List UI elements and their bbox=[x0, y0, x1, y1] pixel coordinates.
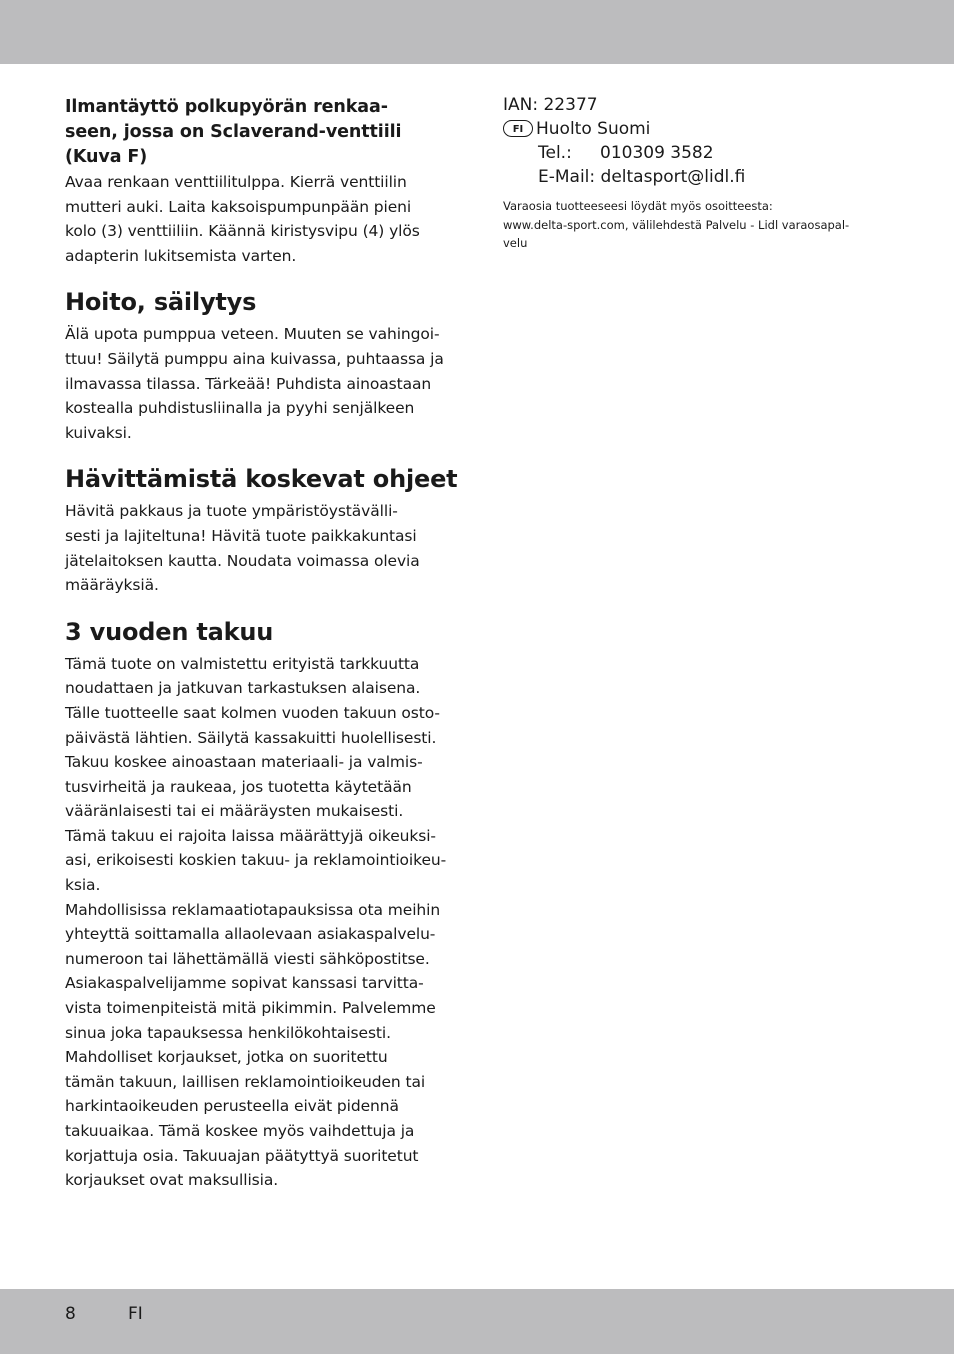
warranty-text: Tämä tuote on valmistettu erityistä tarkkuutta noudattaen ja jatkuvan tarkastuksen alaisena. Tälle tuotteelle saat kolmen vuoden takuun osto- päivästä lähtien. Säilytä kassakuitti huolellisesti. Takuu koskee ainoastaan materiaali- ja valmis- tusvirheitä ja raukeaa, jos tuotetta käytetään vääränlaisesti tai ei määräysten mukaisesti. Tämä takuu ei rajoita laissa määrättyjä oikeuksi- asi, erikoisesti koskien takuu- ja reklamointioikeu- ksia. Mahdollisissa reklamaatiotapauksissa ota meihin yhteyttä soittamalla allaolevaan asiakaspalvelu- numeroon tai lähettämällä viesti sähköpostitse. Asiakaspalvelijamme sopivat kanssasi tarvitta- vista toimenpiteistä mitä pikimmin. Palvelemme sinua joka tapauksessa henkilökohtaisesti. Mahdolliset korjaukset, jotka on suoritettu tämän takuun, laillisen reklamointioikeuden tai harkintaoikeuden perusteella eivät pidennä takuuaikaa. Tämä koskee myös vaihdettuja ja korjattuja osia. Takuuajan päätyttyä suoritetut korjaukset ovat maksullisia. bbox=[65, 654, 447, 1190]
email-label: E-Mail: bbox=[538, 167, 596, 187]
spare-parts-note: Varaosia tuotteeseesi löydät myös osoitteesta: www.delta-sport.com, välilehdestä Palvelu - Lidl varaosapal- velu bbox=[503, 199, 850, 250]
disposal-heading: Hävittämistä koskevat ohjeet bbox=[65, 465, 458, 494]
footer-bar bbox=[0, 1289, 954, 1354]
service-name: Huolto Suomi bbox=[536, 119, 651, 139]
care-heading: Hoito, säilytys bbox=[65, 288, 257, 317]
phone-line bbox=[503, 141, 893, 165]
email-line bbox=[503, 165, 893, 189]
phone-label: Tel.: bbox=[538, 143, 572, 163]
warranty-heading: 3 vuoden takuu bbox=[65, 617, 274, 646]
inflate-text: Avaa renkaan venttiilitulppa. Kierrä venttiilin mutteri auki. Laita kaksoispumpunpään pieni kolo (3) venttiiliin. Käännä kiristysvipu (4) ylös adapterin lukitsemista varten. bbox=[65, 173, 420, 265]
right-column bbox=[503, 93, 893, 253]
care-text: Älä upota pumppua veteen. Muuten se vahingoi- ttuu! Säilytä pumppu aina kuivassa, puhtaassa ja ilmavassa tilassa. Tärkeää! Puhdista ainoastaan kostealla puhdistusliinalla ja pyyhi senjälkeen kuivaksi. bbox=[65, 325, 444, 442]
page-number: 8 bbox=[65, 1304, 76, 1324]
disposal-text: Hävitä pakkaus ja tuote ympäristöystävälli- sesti ja lajiteltuna! Hävitä tuote paikkakuntasi jätelaitoksen kautta. Noudata voimassa olevia määräyksiä. bbox=[65, 502, 420, 595]
inflate-heading: Ilmantäyttö polkupyörän renkaa- seen, jossa on Sclaverand-venttiili (Kuva F) bbox=[65, 97, 402, 167]
service-line bbox=[503, 117, 893, 141]
country-badge-icon: FI bbox=[503, 120, 533, 137]
header-bar bbox=[0, 0, 954, 64]
email-address[interactable]: deltasport@lidl.fi bbox=[600, 167, 746, 187]
left-column bbox=[65, 95, 460, 1193]
language-code: FI bbox=[128, 1304, 143, 1324]
ian-number: IAN: 22377 bbox=[503, 95, 598, 115]
phone-number: 010309 3582 bbox=[600, 143, 714, 163]
